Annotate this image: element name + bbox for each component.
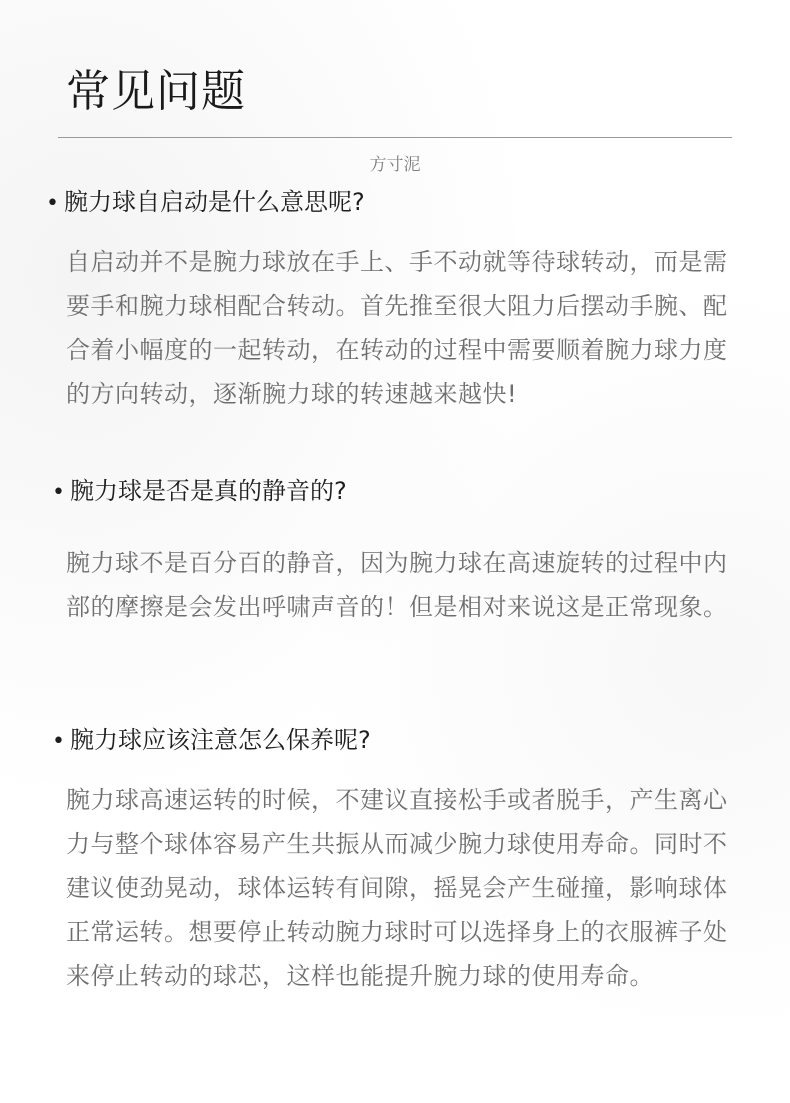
- faq-answer: 腕力球不是百分百的静音，因为腕力球在高速旋转的过程中内部的摩擦是会发出呼啸声音的！但是相对来说这是正常现象。: [66, 549, 728, 621]
- faq-question: [52, 723, 371, 759]
- faq-question-text: 腕力球应该注意怎么保养呢?: [70, 726, 371, 754]
- bullet-icon: •: [46, 191, 59, 216]
- bullet-icon: •: [52, 729, 65, 754]
- bullet-icon: •: [52, 480, 65, 505]
- faq-question-text: 腕力球是否是真的静音的?: [70, 477, 347, 505]
- title-divider: [58, 137, 732, 138]
- page-title: 常见问题: [66, 66, 246, 117]
- watermark: 方寸泥: [369, 155, 421, 175]
- faq-answer: 腕力球高速运转的时候，不建议直接松手或者脱手，产生离心力与整个球体容易产生共振从而减少腕力球使用寿命。同时不建议使劲晃动，球体运转有间隙，摇晃会产生碰撞，影响球体正常运转。想要停止转动腕力球时可以选择身上的衣服裤子处来停止转动的球芯，这样也能提升腕力球的使用寿命。: [66, 786, 728, 990]
- faq-question: [46, 185, 365, 221]
- faq-answer: 自启动并不是腕力球放在手上、手不动就等待球转动，而是需要手和腕力球相配合转动。首先推至很大阻力后摆动手腕、配合着小幅度的一起转动，在转动的过程中需要顺着腕力球力度的方向转动，逐渐腕力球的转速越来越快!: [66, 248, 728, 408]
- faq-question: [52, 474, 347, 510]
- faq-question-text: 腕力球自启动是什么意思呢?: [64, 188, 365, 216]
